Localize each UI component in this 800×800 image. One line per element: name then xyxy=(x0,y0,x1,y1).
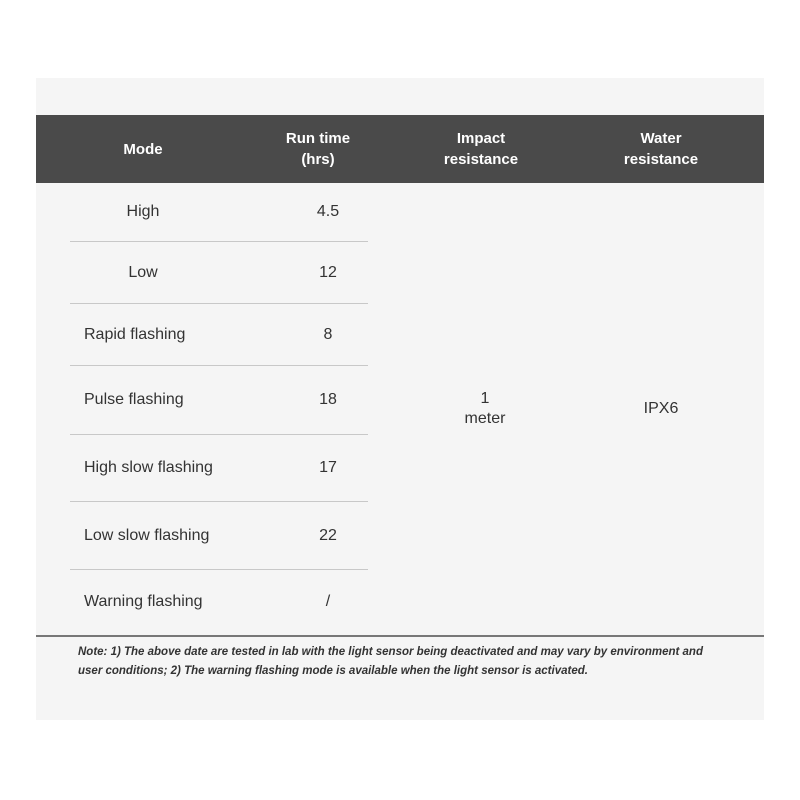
spec-table-panel xyxy=(36,78,764,720)
run-time-cell: / xyxy=(325,593,331,610)
header-mode: Mode xyxy=(123,140,163,158)
table-row xyxy=(70,242,368,303)
impact-number: 1 xyxy=(480,390,490,407)
run-time-cell: 17 xyxy=(319,459,337,476)
table-row xyxy=(70,366,368,434)
header-run-time: Run time (hrs) xyxy=(285,130,351,168)
header-water-resistance: Water resistance xyxy=(623,130,699,168)
mode-cell: High slow flashing xyxy=(84,459,213,476)
table-row xyxy=(70,304,368,365)
mode-cell: Pulse flashing xyxy=(84,391,184,408)
mode-cell: Warning flashing xyxy=(84,593,203,610)
run-time-cell: 22 xyxy=(319,526,337,544)
table-header xyxy=(36,115,764,183)
footnote: Note: 1) The above date are tested in lab with the light sensor being deactivated and may vary by environment and user conditions; 2) The warning flashing mode is available when the light sensor is activated. xyxy=(78,646,703,677)
run-time-cell: 18 xyxy=(319,391,337,408)
run-time-cell: 8 xyxy=(323,325,333,343)
mode-cell: High xyxy=(126,203,160,220)
water-resistance-value: IPX6 xyxy=(643,400,679,417)
mode-cell: Low xyxy=(128,263,158,281)
table-row xyxy=(70,570,368,634)
header-impact-resistance: Impact resistance xyxy=(443,130,519,168)
mode-cell: Low slow flashing xyxy=(84,526,210,544)
table-bottom-border xyxy=(36,635,764,637)
run-time-cell: 12 xyxy=(319,263,337,281)
table-row xyxy=(70,183,368,241)
run-time-cell: 4.5 xyxy=(316,203,340,220)
table-row xyxy=(70,435,368,501)
table-row xyxy=(70,502,368,569)
impact-resistance-value xyxy=(426,183,544,635)
impact-unit: meter xyxy=(464,410,506,427)
mode-cell: Rapid flashing xyxy=(84,325,186,343)
